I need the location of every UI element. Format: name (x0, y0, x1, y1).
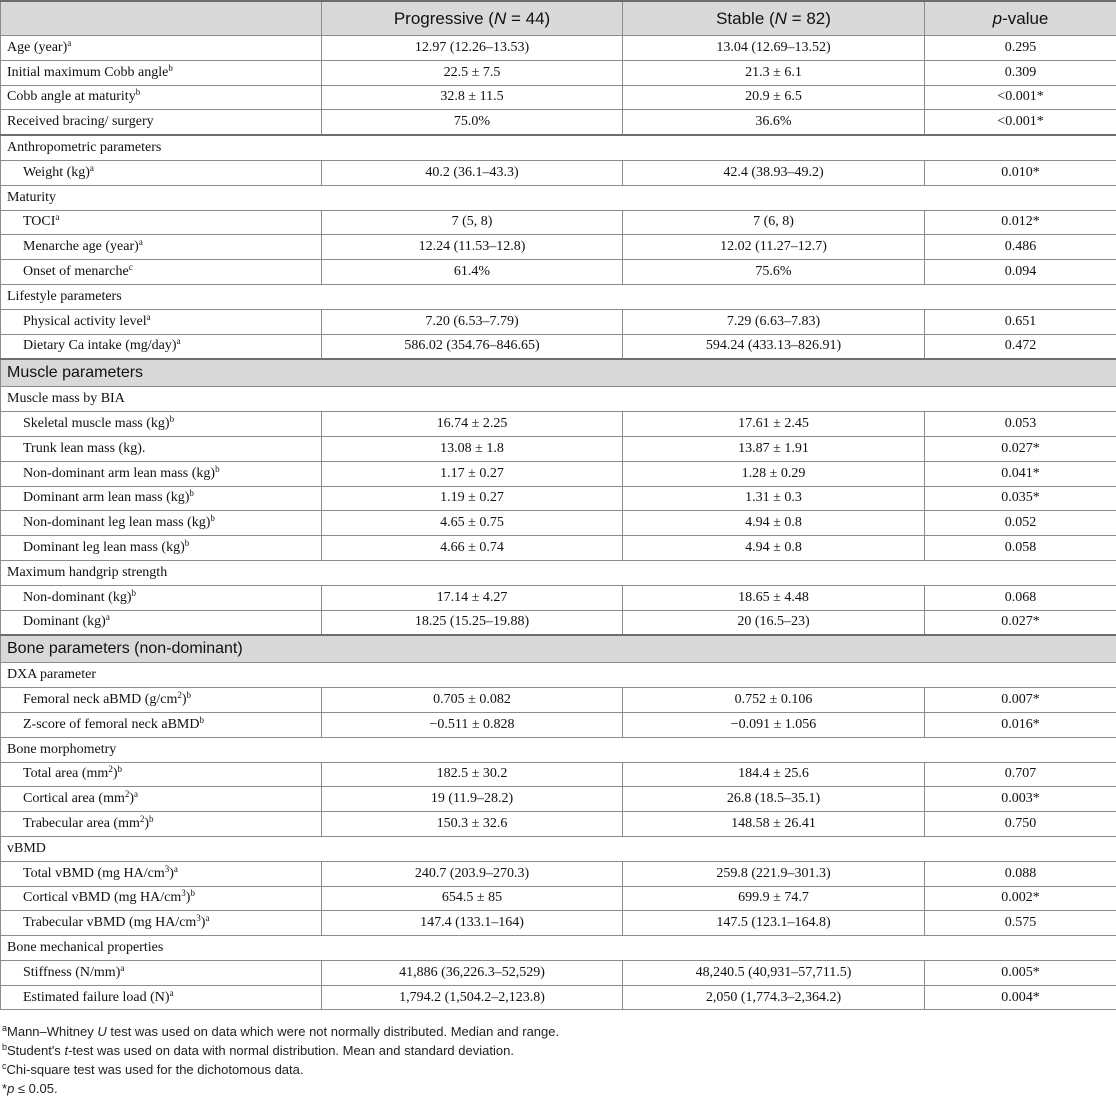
stable-value: 21.3 ± 6.1 (623, 60, 925, 85)
table-row (1, 160, 1116, 185)
unit-exponent: 2 (177, 690, 182, 701)
table-row (1, 985, 1116, 1010)
row-label-text: Age (year) (7, 39, 68, 55)
footnote-marker: b (149, 814, 154, 824)
row-label (1, 309, 322, 334)
footnote-text: Chi-square test was used for the dichotomous data. (6, 1062, 304, 1078)
p-value: 0.027* (925, 436, 1116, 461)
progressive-value: 40.2 (36.1–43.3) (322, 160, 623, 185)
table-row (1, 886, 1116, 911)
table-row (1, 911, 1116, 936)
row-label-text: Dominant leg lean mass (kg) (23, 540, 185, 556)
footnote-italic: U (97, 1024, 107, 1040)
p-value: <0.001* (925, 85, 1116, 110)
group-title: Anthropometric parameters (1, 135, 1116, 160)
table-row (1, 861, 1116, 886)
table-row (1, 762, 1116, 787)
footnote-italic: p (7, 1081, 15, 1097)
table-row (1, 712, 1116, 737)
p-value: 0.707 (925, 762, 1116, 787)
row-label-text: Trabecular vBMD (mg HA/cm (23, 915, 197, 931)
footnote-marker: a (89, 162, 94, 173)
unit-exponent: 2 (139, 814, 145, 824)
progressive-value: 18.25 (15.25–19.88) (322, 610, 623, 635)
footnote-marker: b (2, 1042, 8, 1053)
p-value: <0.001* (925, 110, 1116, 135)
stable-value: 148.58 ± 26.41 (623, 812, 925, 837)
table-row (1, 610, 1116, 635)
progressive-value: 1.17 ± 0.27 (322, 461, 623, 486)
footnote (2, 1041, 1116, 1060)
footnote-marker: c (2, 1061, 7, 1072)
progressive-value: 147.4 (133.1–164) (322, 911, 623, 936)
stable-value: 20.9 ± 6.5 (623, 85, 925, 110)
progressive-value: 240.7 (203.9–270.3) (322, 861, 623, 886)
row-label-text: Initial maximum Cobb angle (7, 64, 169, 80)
p-value: 0.053 (925, 412, 1116, 437)
footnote-marker: a (120, 962, 125, 973)
group-header-row (1, 737, 1116, 762)
row-label-text: Skeletal muscle mass (kg) (23, 416, 170, 432)
stable-value: 594.24 (433.13–826.91) (623, 334, 925, 359)
p-value: 0.094 (925, 260, 1116, 285)
section-header-row (1, 635, 1116, 663)
footnote (2, 1060, 1116, 1079)
p-value: 0.575 (925, 911, 1116, 936)
footnote-text: Student's (7, 1043, 65, 1059)
table-row (1, 585, 1116, 610)
row-label-text: Non-dominant leg lean mass (kg) (23, 515, 211, 531)
unit-close: ) (129, 791, 135, 807)
unit-exponent: 2 (108, 764, 113, 775)
stable-value: 699.9 ± 74.7 (623, 886, 925, 911)
group-title: Maximum handgrip strength (1, 560, 1116, 585)
progressive-value: 12.97 (12.26–13.53) (322, 36, 623, 61)
stable-value: 0.752 ± 0.106 (623, 688, 925, 713)
footnote-marker: b (186, 690, 192, 701)
p-value: 0.002* (925, 886, 1116, 911)
row-label-text: Non-dominant arm lean mass (kg) (23, 465, 216, 481)
row-label-text: Dietary Ca intake (mg/day) (23, 338, 177, 354)
footnote-marker: b (184, 538, 190, 549)
p-value: 0.012* (925, 210, 1116, 235)
unit-exponent: 3 (181, 888, 186, 899)
footnote-marker: a (55, 212, 60, 223)
p-value: 0.027* (925, 610, 1116, 635)
row-label-text: TOCI (23, 214, 56, 230)
stable-value: −0.091 ± 1.056 (623, 712, 925, 737)
footnote-marker: b (168, 62, 173, 73)
table-row (1, 110, 1116, 135)
row-label-text: Trabecular area (mm (23, 816, 140, 831)
footnote-marker: a (134, 789, 139, 800)
row-label (1, 511, 322, 536)
header-progressive: Progressive (N = 44) (322, 1, 623, 36)
progressive-value: 0.705 ± 0.082 (322, 688, 623, 713)
stable-value: 4.94 ± 0.8 (623, 511, 925, 536)
stable-value: 42.4 (38.93–49.2) (623, 160, 925, 185)
row-label (1, 911, 322, 936)
p-value: 0.750 (925, 812, 1116, 837)
table-row (1, 436, 1116, 461)
row-label-text: Received bracing/ surgery (7, 114, 154, 130)
row-label (1, 486, 322, 511)
stable-value: 75.6% (623, 260, 925, 285)
row-label (1, 461, 322, 486)
row-label-text: Weight (kg) (23, 164, 90, 180)
stable-value: 2,050 (1,774.3–2,364.2) (623, 985, 925, 1010)
stable-value: 20 (16.5–23) (623, 610, 925, 635)
footnote-marker: c (128, 262, 133, 273)
row-label (1, 412, 322, 437)
row-label (1, 160, 322, 185)
progressive-value: 61.4% (322, 260, 623, 285)
footnote-marker: a (146, 311, 151, 322)
unit-close: ) (169, 865, 174, 881)
table-row (1, 511, 1116, 536)
stable-value: 36.6% (623, 110, 925, 135)
progressive-value: 19 (11.9–28.2) (322, 787, 623, 812)
row-label (1, 688, 322, 713)
p-value: 0.052 (925, 511, 1116, 536)
p-value: 0.651 (925, 309, 1116, 334)
row-label (1, 436, 322, 461)
group-header-row (1, 936, 1116, 961)
row-label-text: Physical activity level (23, 313, 147, 329)
row-label (1, 861, 322, 886)
p-value: 0.041* (925, 461, 1116, 486)
progressive-value: 654.5 ± 85 (322, 886, 623, 911)
stable-value: 18.65 ± 4.48 (623, 585, 925, 610)
stable-value: 7.29 (6.63–7.83) (623, 309, 925, 334)
row-label-text: Estimated failure load (N) (23, 989, 170, 1005)
table-row (1, 235, 1116, 260)
table-header (1, 1, 1116, 36)
progressive-value: 75.0% (322, 110, 623, 135)
row-label-text: Cobb angle at maturity (7, 89, 136, 105)
row-label-text: Dominant (kg) (23, 614, 106, 630)
progressive-value: 586.02 (354.76–846.65) (322, 334, 623, 359)
group-title: Maturity (1, 185, 1116, 210)
unit-exponent: 3 (196, 913, 201, 924)
row-label (1, 334, 322, 359)
table-row (1, 412, 1116, 437)
unit-exponent: 2 (124, 789, 130, 800)
row-label-text: Non-dominant (kg) (23, 589, 132, 605)
row-label (1, 712, 322, 737)
progressive-value: 1,794.2 (1,504.2–2,123.8) (322, 985, 623, 1010)
stable-value: 1.28 ± 0.29 (623, 461, 925, 486)
footnote-marker: b (169, 414, 175, 425)
p-value: 0.058 (925, 536, 1116, 561)
table-row (1, 60, 1116, 85)
footnote-marker: b (210, 513, 215, 524)
group-header-row (1, 560, 1116, 585)
row-label (1, 787, 322, 812)
stable-value: 12.02 (11.27–12.7) (623, 235, 925, 260)
unit-close: ) (181, 692, 187, 708)
footnote-marker: b (199, 714, 204, 725)
footnote (2, 1079, 1116, 1098)
footnote-marker: b (135, 87, 141, 98)
stable-value: 26.8 (18.5–35.1) (623, 787, 925, 812)
footnote-marker: a (169, 987, 174, 998)
table-row (1, 260, 1116, 285)
table-row (1, 309, 1116, 334)
group-title: vBMD (1, 836, 1116, 861)
footnote-marker: a (138, 237, 143, 248)
table-row (1, 210, 1116, 235)
group-title: DXA parameter (1, 663, 1116, 688)
row-label-text: Onset of menarche (23, 264, 129, 280)
row-label (1, 812, 322, 837)
row-label (1, 235, 322, 260)
group-header-row (1, 135, 1116, 160)
table-body (1, 36, 1116, 1010)
p-value: 0.016* (925, 712, 1116, 737)
row-label (1, 110, 322, 135)
stable-value: 17.61 ± 2.45 (623, 412, 925, 437)
progressive-value: 13.08 ± 1.8 (322, 436, 623, 461)
footnote-marker: a (173, 863, 178, 874)
table-row (1, 787, 1116, 812)
footnote-marker: a (205, 913, 210, 924)
row-label (1, 60, 322, 85)
progressive-value: 1.19 ± 0.27 (322, 486, 623, 511)
row-label-text: Cortical area (mm (23, 791, 125, 807)
p-value: 0.472 (925, 334, 1116, 359)
p-value: 0.007* (925, 688, 1116, 713)
footnote-marker: b (189, 488, 194, 499)
table-row (1, 461, 1116, 486)
footnote-marker: a (105, 612, 110, 623)
unit-exponent: 3 (164, 863, 170, 874)
progressive-value: 16.74 ± 2.25 (322, 412, 623, 437)
row-label-text: Dominant arm lean mass (kg) (23, 490, 190, 506)
p-value: 0.035* (925, 486, 1116, 511)
progressive-value: 12.24 (11.53–12.8) (322, 235, 623, 260)
footnote-text: * (2, 1081, 8, 1097)
row-label (1, 260, 322, 285)
progressive-value: 182.5 ± 30.2 (322, 762, 623, 787)
unit-close: ) (185, 890, 191, 906)
table-row (1, 960, 1116, 985)
footnote-italic: t (64, 1043, 69, 1059)
p-value: 0.295 (925, 36, 1116, 61)
progressive-value: 41,886 (36,226.3–52,529) (322, 960, 623, 985)
p-value: 0.088 (925, 861, 1116, 886)
group-header-row (1, 387, 1116, 412)
table-row (1, 536, 1116, 561)
row-label (1, 536, 322, 561)
table-row (1, 334, 1116, 359)
stable-value: 48,240.5 (40,931–57,711.5) (623, 960, 925, 985)
header-stable: Stable (N = 82) (623, 1, 925, 36)
footnote-marker: a (67, 37, 72, 48)
p-value: 0.010* (925, 160, 1116, 185)
section-title: Bone parameters (non-dominant) (1, 635, 1116, 663)
row-label-text: Total vBMD (mg HA/cm (23, 865, 165, 881)
footnote-text: test was used on data which were not normally distributed. Median and range. (106, 1024, 560, 1040)
row-label (1, 85, 322, 110)
stable-value: 7 (6, 8) (623, 210, 925, 235)
row-label (1, 762, 322, 787)
stable-value: 1.31 ± 0.3 (623, 486, 925, 511)
row-label (1, 886, 322, 911)
progressive-value: 22.5 ± 7.5 (322, 60, 623, 85)
section-title: Muscle parameters (1, 359, 1116, 387)
table-row (1, 486, 1116, 511)
row-label (1, 985, 322, 1010)
footnote-marker: b (190, 888, 195, 899)
stable-value: 259.8 (221.9–301.3) (623, 861, 925, 886)
footnote-marker: b (131, 587, 136, 598)
unit-close: ) (200, 915, 206, 931)
progressive-value: 4.66 ± 0.74 (322, 536, 623, 561)
table-row (1, 85, 1116, 110)
group-title: Muscle mass by BIA (1, 387, 1116, 412)
row-label (1, 960, 322, 985)
header-p-value: p-value (925, 1, 1116, 36)
stable-value: 13.04 (12.69–13.52) (623, 36, 925, 61)
footnote-marker: a (2, 1023, 8, 1034)
header-blank (1, 1, 322, 36)
footnote-marker: b (117, 764, 122, 775)
row-label-text: Trunk lean mass (kg). (23, 440, 146, 456)
unit-close: ) (144, 816, 150, 831)
row-label-text: Femoral neck aBMD (g/cm (23, 692, 178, 708)
table-row (1, 688, 1116, 713)
footnote-marker: a (176, 336, 181, 347)
progressive-value: 7 (5, 8) (322, 210, 623, 235)
progressive-value: −0.511 ± 0.828 (322, 712, 623, 737)
footnote-text: ≤ 0.05. (14, 1081, 58, 1097)
table-row (1, 812, 1116, 837)
row-label-text: Stiffness (N/mm) (23, 964, 121, 980)
row-label-text: Total area (mm (23, 766, 109, 782)
row-label (1, 610, 322, 635)
row-label-text: Cortical vBMD (mg HA/cm (23, 890, 182, 906)
p-value: 0.004* (925, 985, 1116, 1010)
p-value: 0.309 (925, 60, 1116, 85)
group-header-row (1, 836, 1116, 861)
group-title: Bone mechanical properties (1, 936, 1116, 961)
stable-value: 147.5 (123.1–164.8) (623, 911, 925, 936)
stable-value: 184.4 ± 25.6 (623, 762, 925, 787)
p-value: 0.486 (925, 235, 1116, 260)
progressive-value: 150.3 ± 32.6 (322, 812, 623, 837)
row-label (1, 585, 322, 610)
group-title: Lifestyle parameters (1, 284, 1116, 309)
row-label-text: Z-score of femoral neck aBMD (23, 716, 200, 732)
p-value: 0.005* (925, 960, 1116, 985)
unit-close: ) (112, 766, 118, 782)
footnote-marker: b (215, 463, 220, 474)
progressive-value: 7.20 (6.53–7.79) (322, 309, 623, 334)
table-row (1, 36, 1116, 61)
footnote-text: -test was used on data with normal distribution. Mean and standard deviation. (68, 1043, 514, 1059)
group-header-row (1, 185, 1116, 210)
footnote (2, 1022, 1116, 1041)
group-header-row (1, 663, 1116, 688)
group-title: Bone morphometry (1, 737, 1116, 762)
group-header-row (1, 284, 1116, 309)
section-header-row (1, 359, 1116, 387)
row-label (1, 36, 322, 61)
p-value: 0.068 (925, 585, 1116, 610)
progressive-value: 17.14 ± 4.27 (322, 585, 623, 610)
progressive-value: 32.8 ± 11.5 (322, 85, 623, 110)
row-label-text: Menarche age (year) (23, 239, 139, 255)
row-label (1, 210, 322, 235)
p-value: 0.003* (925, 787, 1116, 812)
stable-value: 4.94 ± 0.8 (623, 536, 925, 561)
progressive-value: 4.65 ± 0.75 (322, 511, 623, 536)
footnote-text: Mann–Whitney (7, 1024, 98, 1040)
stable-value: 13.87 ± 1.91 (623, 436, 925, 461)
table-footnotes (0, 1010, 1116, 1098)
